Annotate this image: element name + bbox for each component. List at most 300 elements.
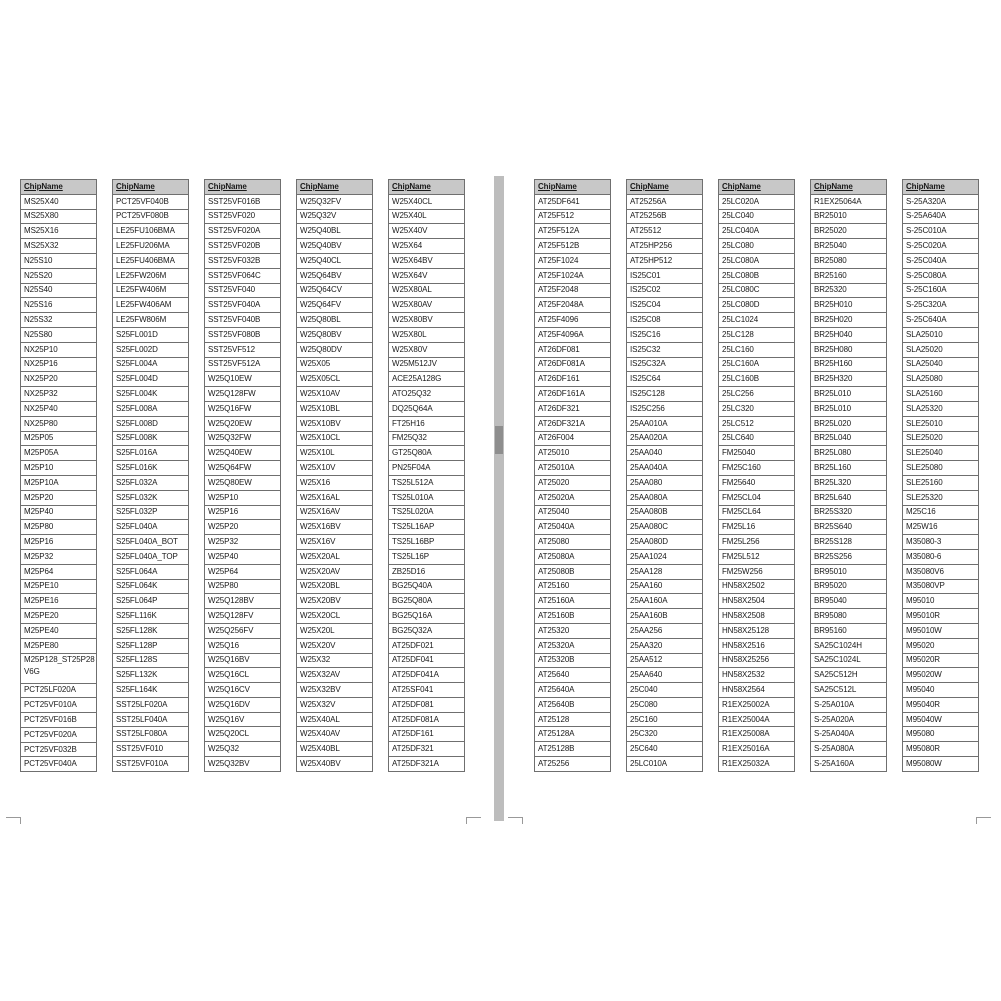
chip-name-cell[interactable]: 25LC080D	[719, 298, 795, 313]
chip-name-cell[interactable]: AT25F2048A	[535, 298, 611, 313]
chip-name-cell[interactable]: S25FL164K	[113, 683, 189, 698]
chip-name-cell[interactable]: AT26DF161A	[535, 387, 611, 402]
chip-name-cell[interactable]: SLE25040	[903, 446, 979, 461]
chip-name-cell[interactable]: 25LC128	[719, 327, 795, 342]
chip-name-cell[interactable]: AT26DF081	[535, 342, 611, 357]
chip-name-cell[interactable]: W25Q16CL	[205, 668, 281, 683]
chip-name-cell[interactable]: 25AA128	[627, 564, 703, 579]
chip-name-cell[interactable]: PCT25VF016B	[21, 713, 97, 728]
chip-name-cell[interactable]: SA25C1024H	[811, 638, 887, 653]
chip-name-cell[interactable]: BR25L080	[811, 446, 887, 461]
chip-name-cell[interactable]: SST25VF016B	[205, 194, 281, 209]
chip-name-cell[interactable]: W25X16	[297, 475, 373, 490]
chip-name-cell[interactable]: M95020R	[903, 653, 979, 668]
chip-name-cell[interactable]: IS25C32	[627, 342, 703, 357]
chip-name-cell[interactable]: NX25P16	[21, 357, 97, 372]
chip-name-cell[interactable]: W25Q16V	[205, 712, 281, 727]
chip-name-cell[interactable]: BR95020	[811, 579, 887, 594]
chip-name-cell[interactable]: W25Q40EW	[205, 446, 281, 461]
chip-name-cell[interactable]: S25FL008A	[113, 401, 189, 416]
chip-name-cell[interactable]: S-25A010A	[811, 697, 887, 712]
chip-name-cell[interactable]: 25AA080B	[627, 505, 703, 520]
chip-name-cell[interactable]: MS25X32	[21, 239, 97, 254]
chip-name-cell[interactable]: AT25640B	[535, 697, 611, 712]
chip-name-cell[interactable]: R1EX25032A	[719, 757, 795, 772]
chip-name-cell[interactable]: W25X10L	[297, 446, 373, 461]
chip-name-cell[interactable]: W25Q80DV	[297, 342, 373, 357]
chip-name-cell[interactable]: LE25FU406BMA	[113, 253, 189, 268]
chip-name-cell[interactable]: S25FL004A	[113, 357, 189, 372]
chip-name-cell[interactable]: M35080-3	[903, 535, 979, 550]
chip-name-cell[interactable]: W25X40AV	[297, 727, 373, 742]
page-split-scrollbar[interactable]	[494, 176, 504, 821]
chip-name-cell[interactable]: 25LC080A	[719, 253, 795, 268]
chip-name-cell[interactable]: BR25S128	[811, 535, 887, 550]
chip-name-cell[interactable]: W25Q20CL	[205, 727, 281, 742]
chip-name-cell[interactable]: N25S32	[21, 313, 97, 328]
chip-name-cell[interactable]: AT25DF041	[389, 653, 465, 668]
chip-name-cell[interactable]: W25Q32	[205, 742, 281, 757]
chip-name-cell[interactable]: SST25VF040	[205, 283, 281, 298]
chip-name-cell[interactable]: IS25C256	[627, 401, 703, 416]
chip-name-cell[interactable]: W25Q80BV	[297, 327, 373, 342]
chip-name-cell[interactable]: M25P64	[21, 564, 97, 579]
chip-name-cell[interactable]: AT25320A	[535, 638, 611, 653]
chip-name-cell[interactable]: AT25HP256	[627, 239, 703, 254]
chip-name-cell[interactable]: W25X16AV	[297, 505, 373, 520]
chip-name-cell[interactable]: PCT25VF040A	[21, 757, 97, 772]
chip-name-cell[interactable]: AT25128B	[535, 742, 611, 757]
chip-name-cell[interactable]: NX25P32	[21, 387, 97, 402]
chip-name-cell[interactable]: GT25Q80A	[389, 446, 465, 461]
chip-name-cell[interactable]: S-25A080A	[811, 742, 887, 757]
chip-name-cell[interactable]: SLE25020	[903, 431, 979, 446]
chip-name-cell[interactable]: 25AA256	[627, 623, 703, 638]
chip-name-cell[interactable]: BR25H020	[811, 313, 887, 328]
chip-name-cell[interactable]: AT25010	[535, 446, 611, 461]
chip-name-cell[interactable]: BR25L040	[811, 431, 887, 446]
chip-name-cell[interactable]: AT25F512B	[535, 239, 611, 254]
chip-name-cell[interactable]: W25X64BV	[389, 253, 465, 268]
chip-name-cell[interactable]: 25LC256	[719, 387, 795, 402]
chip-name-cell[interactable]: S25FL128S	[113, 653, 189, 668]
chip-name-cell[interactable]: M25P128_ST25P28 V6G	[21, 653, 97, 683]
chip-name-cell[interactable]: W25X10AV	[297, 387, 373, 402]
chip-name-cell[interactable]: R1EX25064A	[811, 194, 887, 209]
chip-name-cell[interactable]: W25Q16DV	[205, 697, 281, 712]
chip-name-cell[interactable]: 25LC512	[719, 416, 795, 431]
chip-name-cell[interactable]: M25P10A	[21, 475, 97, 490]
chip-name-cell[interactable]: SST25VF040B	[205, 313, 281, 328]
chip-name-cell[interactable]: NX25P80	[21, 416, 97, 431]
chip-name-cell[interactable]: LE25FW806M	[113, 313, 189, 328]
chip-name-cell[interactable]: AT25080A	[535, 549, 611, 564]
chip-name-cell[interactable]: AT26DF321	[535, 401, 611, 416]
chip-name-cell[interactable]: SST25VF010	[113, 742, 189, 757]
chip-name-cell[interactable]: HN58X2502	[719, 579, 795, 594]
chip-name-cell[interactable]: TS25L16AP	[389, 520, 465, 535]
chip-name-cell[interactable]: N25S80	[21, 327, 97, 342]
chip-name-cell[interactable]: AT25040A	[535, 520, 611, 535]
chip-name-cell[interactable]: BR25H080	[811, 342, 887, 357]
chip-name-cell[interactable]: W25Q16CV	[205, 683, 281, 698]
chip-name-cell[interactable]: N25S20	[21, 268, 97, 283]
chip-name-cell[interactable]: SST25VF512A	[205, 357, 281, 372]
chip-name-cell[interactable]: AT25HP512	[627, 253, 703, 268]
chip-name-cell[interactable]: AT25128	[535, 712, 611, 727]
chip-name-cell[interactable]: 25AA080A	[627, 490, 703, 505]
chip-name-cell[interactable]: TS25L16P	[389, 549, 465, 564]
chip-name-cell[interactable]: ACE25A128G	[389, 372, 465, 387]
chip-name-cell[interactable]: ZB25D16	[389, 564, 465, 579]
chip-name-cell[interactable]: S25FL040A_BOT	[113, 535, 189, 550]
chip-name-cell[interactable]: W25Q128FV	[205, 609, 281, 624]
chip-name-cell[interactable]: W25X32AV	[297, 668, 373, 683]
chip-name-cell[interactable]: PN25F04A	[389, 461, 465, 476]
chip-name-cell[interactable]: S25FL040A_TOP	[113, 549, 189, 564]
chip-name-cell[interactable]: MS25X16	[21, 224, 97, 239]
chip-name-cell[interactable]: 25LC040A	[719, 224, 795, 239]
chip-name-cell[interactable]: S25FL032P	[113, 505, 189, 520]
chip-name-cell[interactable]: 25AA512	[627, 653, 703, 668]
chip-name-cell[interactable]: S-25A640A	[903, 209, 979, 224]
chip-name-cell[interactable]: IS25C04	[627, 298, 703, 313]
chip-name-cell[interactable]: IS25C64	[627, 372, 703, 387]
chip-name-cell[interactable]: M25C16	[903, 505, 979, 520]
chip-name-cell[interactable]: W25X40CL	[389, 194, 465, 209]
chip-name-cell[interactable]: AT25256A	[627, 194, 703, 209]
chip-name-cell[interactable]: S25FL132K	[113, 668, 189, 683]
chip-name-cell[interactable]: SLE25320	[903, 490, 979, 505]
chip-name-cell[interactable]: AT25DF321A	[389, 757, 465, 772]
chip-name-cell[interactable]: AT25F2048	[535, 283, 611, 298]
chip-name-cell[interactable]: W25X20L	[297, 623, 373, 638]
chip-name-cell[interactable]: 25AA1024	[627, 549, 703, 564]
chip-name-cell[interactable]: AT26F004	[535, 431, 611, 446]
chip-name-cell[interactable]: S-25A320A	[903, 194, 979, 209]
chip-name-cell[interactable]: S25FL016K	[113, 461, 189, 476]
chip-name-cell[interactable]: S25FL016A	[113, 446, 189, 461]
chip-name-cell[interactable]: W25Q80BL	[297, 313, 373, 328]
chip-name-cell[interactable]: 25AA080C	[627, 520, 703, 535]
chip-name-cell[interactable]: 25AA080D	[627, 535, 703, 550]
chip-name-cell[interactable]: W25X05	[297, 357, 373, 372]
chip-name-cell[interactable]: TS25L16BP	[389, 535, 465, 550]
chip-name-cell[interactable]: AT25020	[535, 475, 611, 490]
chip-name-cell[interactable]: SST25VF020	[205, 209, 281, 224]
chip-name-cell[interactable]: W25Q40BV	[297, 239, 373, 254]
chip-name-cell[interactable]: LE25FW406AM	[113, 298, 189, 313]
chip-name-cell[interactable]: AT25DF041A	[389, 668, 465, 683]
chip-name-cell[interactable]: W25Q128BV	[205, 594, 281, 609]
chip-name-cell[interactable]: 25AA010A	[627, 416, 703, 431]
chip-name-cell[interactable]: S-25A040A	[811, 727, 887, 742]
chip-name-cell[interactable]: W25X64	[389, 239, 465, 254]
chip-name-cell[interactable]: AT25640	[535, 668, 611, 683]
chip-name-cell[interactable]: AT25040	[535, 505, 611, 520]
chip-name-cell[interactable]: M35080V6	[903, 564, 979, 579]
chip-name-cell[interactable]: AT25256B	[627, 209, 703, 224]
chip-name-cell[interactable]: LE25FU206MA	[113, 239, 189, 254]
chip-name-cell[interactable]: FM25CL04	[719, 490, 795, 505]
chip-name-cell[interactable]: 25AA640	[627, 668, 703, 683]
chip-name-cell[interactable]: 25AA040	[627, 446, 703, 461]
chip-name-cell[interactable]: AT26DF081A	[535, 357, 611, 372]
chip-name-cell[interactable]: BR95160	[811, 623, 887, 638]
chip-name-cell[interactable]: PCT25VF032B	[21, 742, 97, 757]
chip-name-cell[interactable]: W25Q80EW	[205, 475, 281, 490]
chip-name-cell[interactable]: N25S40	[21, 283, 97, 298]
chip-name-cell[interactable]: AT25DF321	[389, 742, 465, 757]
chip-name-cell[interactable]: W25X05CL	[297, 372, 373, 387]
chip-name-cell[interactable]: BG25Q80A	[389, 594, 465, 609]
chip-name-cell[interactable]: SA25C512H	[811, 668, 887, 683]
chip-name-cell[interactable]: AT26DF321A	[535, 416, 611, 431]
chip-name-cell[interactable]: W25Q16BV	[205, 653, 281, 668]
chip-name-cell[interactable]: AT25320	[535, 623, 611, 638]
chip-name-cell[interactable]: W25P64	[205, 564, 281, 579]
chip-name-cell[interactable]: BR25H320	[811, 372, 887, 387]
chip-name-cell[interactable]: 25AA160A	[627, 594, 703, 609]
chip-name-cell[interactable]: SA25C512L	[811, 683, 887, 698]
chip-name-cell[interactable]: PCT25VF080B	[113, 209, 189, 224]
chip-name-cell[interactable]: TS25L020A	[389, 505, 465, 520]
chip-name-cell[interactable]: BR25H160	[811, 357, 887, 372]
chip-name-cell[interactable]: S-25C320A	[903, 298, 979, 313]
chip-name-cell[interactable]: NX25P20	[21, 372, 97, 387]
chip-name-cell[interactable]: AT25F512A	[535, 224, 611, 239]
chip-name-cell[interactable]: W25Q64FW	[205, 461, 281, 476]
chip-name-cell[interactable]: SST25VF064C	[205, 268, 281, 283]
chip-name-cell[interactable]: 25LC160	[719, 342, 795, 357]
chip-name-cell[interactable]: 25LC080C	[719, 283, 795, 298]
chip-name-cell[interactable]: SLE25160	[903, 475, 979, 490]
chip-name-cell[interactable]: S25FL008K	[113, 431, 189, 446]
chip-name-cell[interactable]: W25P16	[205, 505, 281, 520]
chip-name-cell[interactable]: M95010W	[903, 623, 979, 638]
chip-name-cell[interactable]: S-25C640A	[903, 313, 979, 328]
chip-name-cell[interactable]: HN58X2532	[719, 668, 795, 683]
chip-name-cell[interactable]: DQ25Q64A	[389, 401, 465, 416]
chip-name-cell[interactable]: S-25C040A	[903, 253, 979, 268]
chip-name-cell[interactable]: PCT25VF010A	[21, 698, 97, 713]
chip-name-cell[interactable]: AT25F512	[535, 209, 611, 224]
chip-name-cell[interactable]: M25PE10	[21, 579, 97, 594]
chip-name-cell[interactable]: HN58X2504	[719, 594, 795, 609]
chip-name-cell[interactable]: N25S16	[21, 298, 97, 313]
chip-name-cell[interactable]: M25W16	[903, 520, 979, 535]
chip-name-cell[interactable]: 25LC080B	[719, 268, 795, 283]
chip-name-cell[interactable]: W25P40	[205, 549, 281, 564]
chip-name-cell[interactable]: AT25F4096	[535, 313, 611, 328]
chip-name-cell[interactable]: AT25080B	[535, 564, 611, 579]
chip-name-cell[interactable]: M95080	[903, 727, 979, 742]
chip-name-cell[interactable]: AT25256	[535, 757, 611, 772]
chip-name-cell[interactable]: M35080-6	[903, 549, 979, 564]
chip-name-cell[interactable]: PCT25VF040B	[113, 194, 189, 209]
chip-name-cell[interactable]: TS25L512A	[389, 475, 465, 490]
chip-name-cell[interactable]: M25P40	[21, 505, 97, 520]
chip-name-cell[interactable]: R1EX25016A	[719, 742, 795, 757]
chip-name-cell[interactable]: 25C040	[627, 683, 703, 698]
chip-name-cell[interactable]: BR25L640	[811, 490, 887, 505]
chip-name-cell[interactable]: M25P05A	[21, 446, 97, 461]
chip-name-cell[interactable]: AT25010A	[535, 461, 611, 476]
chip-name-cell[interactable]: W25X16V	[297, 535, 373, 550]
chip-name-cell[interactable]: W25Q32BV	[205, 757, 281, 772]
chip-name-cell[interactable]: IS25C128	[627, 387, 703, 402]
chip-name-cell[interactable]: SLA25320	[903, 401, 979, 416]
chip-name-cell[interactable]: M25P80	[21, 520, 97, 535]
chip-name-cell[interactable]: BR25S320	[811, 505, 887, 520]
chip-name-cell[interactable]: S25FL008D	[113, 416, 189, 431]
chip-name-cell[interactable]: W25Q128FW	[205, 387, 281, 402]
chip-name-cell[interactable]: W25X32BV	[297, 683, 373, 698]
chip-name-cell[interactable]: S-25C160A	[903, 283, 979, 298]
chip-name-cell[interactable]: AT25DF081A	[389, 712, 465, 727]
chip-name-cell[interactable]: AT25DF081	[389, 697, 465, 712]
chip-name-cell[interactable]: BR25040	[811, 239, 887, 254]
chip-name-cell[interactable]: 25C080	[627, 697, 703, 712]
chip-name-cell[interactable]: W25X20CL	[297, 609, 373, 624]
chip-name-cell[interactable]: 25AA160	[627, 579, 703, 594]
chip-name-cell[interactable]: HN58X25128	[719, 623, 795, 638]
chip-name-cell[interactable]: W25P32	[205, 535, 281, 550]
chip-name-cell[interactable]: M95020	[903, 638, 979, 653]
chip-name-cell[interactable]: 25AA160B	[627, 609, 703, 624]
chip-name-cell[interactable]: AT26DF161	[535, 372, 611, 387]
chip-name-cell[interactable]: AT25F1024	[535, 253, 611, 268]
chip-name-cell[interactable]: S25FL004D	[113, 372, 189, 387]
chip-name-cell[interactable]: LE25FW406M	[113, 283, 189, 298]
chip-name-cell[interactable]: 25C160	[627, 712, 703, 727]
chip-name-cell[interactable]: W25M512JV	[389, 357, 465, 372]
chip-name-cell[interactable]: SLA25080	[903, 372, 979, 387]
chip-name-cell[interactable]: BR25160	[811, 268, 887, 283]
chip-name-cell[interactable]: 25C640	[627, 742, 703, 757]
chip-name-cell[interactable]: W25P10	[205, 490, 281, 505]
chip-name-cell[interactable]: S-25A160A	[811, 757, 887, 772]
chip-name-cell[interactable]: BR25080	[811, 253, 887, 268]
chip-name-cell[interactable]: W25X32	[297, 653, 373, 668]
chip-name-cell[interactable]: 25LC080	[719, 239, 795, 254]
chip-name-cell[interactable]: R1EX25008A	[719, 727, 795, 742]
chip-name-cell[interactable]: 25AA080	[627, 475, 703, 490]
chip-name-cell[interactable]: 25LC320	[719, 401, 795, 416]
chip-name-cell[interactable]: AT25020A	[535, 490, 611, 505]
chip-name-cell[interactable]: W25Q40BL	[297, 224, 373, 239]
chip-name-cell[interactable]: BR25010	[811, 209, 887, 224]
chip-name-cell[interactable]: S25FL002D	[113, 342, 189, 357]
chip-name-cell[interactable]: BR95010	[811, 564, 887, 579]
chip-name-cell[interactable]: BR95080	[811, 609, 887, 624]
chip-name-cell[interactable]: IS25C32A	[627, 357, 703, 372]
chip-name-cell[interactable]: AT25160	[535, 579, 611, 594]
chip-name-cell[interactable]: BR25S256	[811, 549, 887, 564]
chip-name-cell[interactable]: W25X40L	[389, 209, 465, 224]
chip-name-cell[interactable]: FM25W256	[719, 564, 795, 579]
chip-name-cell[interactable]: FM25640	[719, 475, 795, 490]
chip-name-cell[interactable]: BR95040	[811, 594, 887, 609]
chip-name-cell[interactable]: M35080VP	[903, 579, 979, 594]
chip-name-cell[interactable]: W25X10BL	[297, 401, 373, 416]
chip-name-cell[interactable]: M25PE16	[21, 594, 97, 609]
chip-name-cell[interactable]: SST25VF020B	[205, 239, 281, 254]
chip-name-cell[interactable]: AT25160B	[535, 609, 611, 624]
chip-name-cell[interactable]: BG25Q32A	[389, 623, 465, 638]
chip-name-cell[interactable]: SST25VF040A	[205, 298, 281, 313]
chip-name-cell[interactable]: 25LC640	[719, 431, 795, 446]
chip-name-cell[interactable]: HN58X2564	[719, 683, 795, 698]
chip-name-cell[interactable]: W25X80AV	[389, 298, 465, 313]
chip-name-cell[interactable]: IS25C02	[627, 283, 703, 298]
chip-name-cell[interactable]: W25X40BV	[297, 757, 373, 772]
chip-name-cell[interactable]: NX25P40	[21, 401, 97, 416]
chip-name-cell[interactable]: W25Q32FV	[297, 194, 373, 209]
chip-name-cell[interactable]: BR25020	[811, 224, 887, 239]
chip-name-cell[interactable]: SLE25010	[903, 416, 979, 431]
chip-name-cell[interactable]: LE25FW206M	[113, 268, 189, 283]
chip-name-cell[interactable]: M25P32	[21, 549, 97, 564]
chip-name-cell[interactable]: W25X20AV	[297, 564, 373, 579]
chip-name-cell[interactable]: AT25F4096A	[535, 327, 611, 342]
chip-name-cell[interactable]: W25X40BL	[297, 742, 373, 757]
chip-name-cell[interactable]: S25FL064K	[113, 579, 189, 594]
chip-name-cell[interactable]: R1EX25004A	[719, 712, 795, 727]
chip-name-cell[interactable]: SLA25010	[903, 327, 979, 342]
chip-name-cell[interactable]: M95040W	[903, 712, 979, 727]
chip-name-cell[interactable]: BR25L010	[811, 401, 887, 416]
chip-name-cell[interactable]: M25PE20	[21, 609, 97, 624]
chip-name-cell[interactable]: SST25VF512	[205, 342, 281, 357]
chip-name-cell[interactable]: IS25C08	[627, 313, 703, 328]
chip-name-cell[interactable]: W25P80	[205, 579, 281, 594]
chip-name-cell[interactable]: W25X80L	[389, 327, 465, 342]
chip-name-cell[interactable]: SLE25080	[903, 461, 979, 476]
chip-name-cell[interactable]: SST25VF080B	[205, 327, 281, 342]
chip-name-cell[interactable]: W25X20BL	[297, 579, 373, 594]
chip-name-cell[interactable]: 25LC160A	[719, 357, 795, 372]
chip-name-cell[interactable]: W25X16AL	[297, 490, 373, 505]
chip-name-cell[interactable]: W25X40AL	[297, 712, 373, 727]
chip-name-cell[interactable]: AT25320B	[535, 653, 611, 668]
chip-name-cell[interactable]: PCT25VF020A	[21, 727, 97, 742]
chip-name-cell[interactable]: AT25DF021	[389, 638, 465, 653]
chip-name-cell[interactable]: BR25L010	[811, 387, 887, 402]
chip-name-cell[interactable]: W25X64V	[389, 268, 465, 283]
chip-name-cell[interactable]: W25X16BV	[297, 520, 373, 535]
chip-name-cell[interactable]: W25X80AL	[389, 283, 465, 298]
chip-name-cell[interactable]: S25FL116K	[113, 609, 189, 624]
chip-name-cell[interactable]: SST25VF020A	[205, 224, 281, 239]
chip-name-cell[interactable]: W25X40V	[389, 224, 465, 239]
chip-name-cell[interactable]: MS25X80	[21, 209, 97, 224]
chip-name-cell[interactable]: W25Q256FV	[205, 623, 281, 638]
chip-name-cell[interactable]: BR25S640	[811, 520, 887, 535]
chip-name-cell[interactable]: FM25CL64	[719, 505, 795, 520]
chip-name-cell[interactable]: 25LC160B	[719, 372, 795, 387]
chip-name-cell[interactable]: S-25C020A	[903, 239, 979, 254]
chip-name-cell[interactable]: W25Q32FW	[205, 431, 281, 446]
chip-name-cell[interactable]: FM25L16	[719, 520, 795, 535]
chip-name-cell[interactable]: AT25080	[535, 535, 611, 550]
chip-name-cell[interactable]: BR25H040	[811, 327, 887, 342]
chip-name-cell[interactable]: M95010R	[903, 609, 979, 624]
chip-name-cell[interactable]: S-25C080A	[903, 268, 979, 283]
chip-name-cell[interactable]: AT25DF641	[535, 194, 611, 209]
chip-name-cell[interactable]: FM25L512	[719, 549, 795, 564]
chip-name-cell[interactable]: W25X10V	[297, 461, 373, 476]
